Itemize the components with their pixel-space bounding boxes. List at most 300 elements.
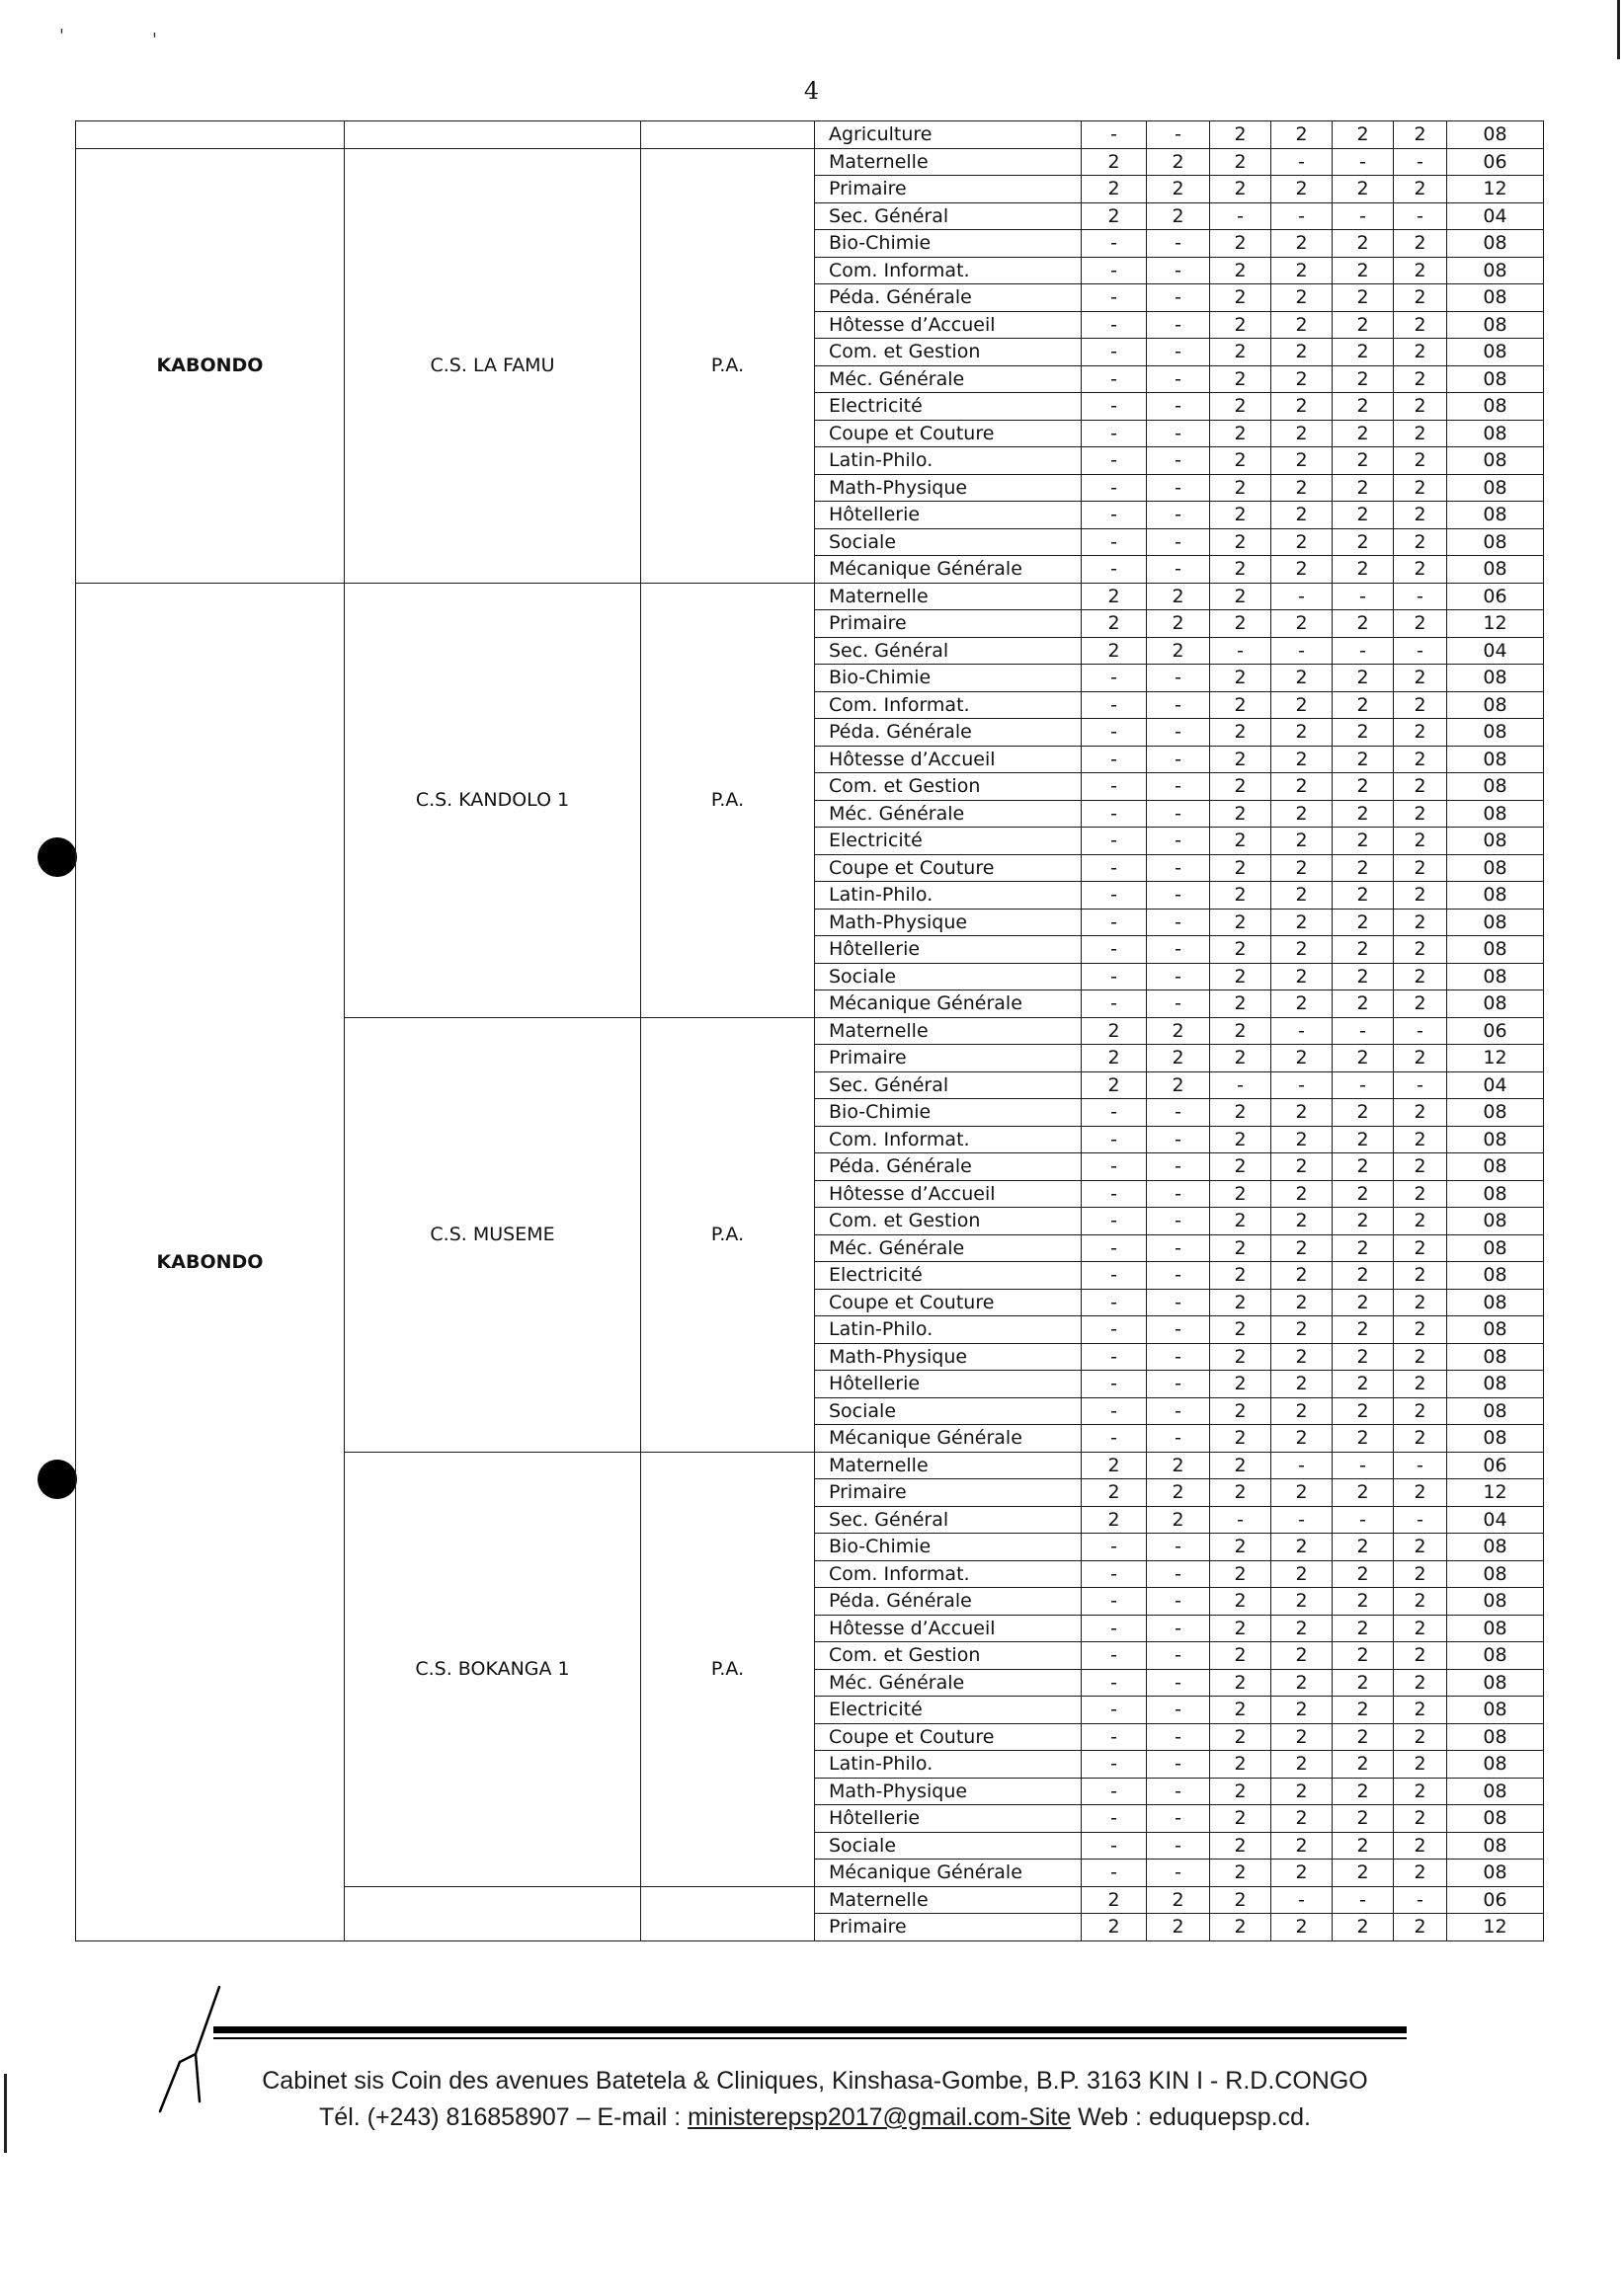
class-count-cell: 2 <box>1210 257 1271 284</box>
class-count-cell: 2 <box>1394 502 1447 529</box>
class-count-cell: 2 <box>1394 854 1447 882</box>
class-count-cell: 2 <box>1271 420 1333 447</box>
option-name: Hôtesse d’Accueil <box>815 1180 1082 1208</box>
class-count-cell: 2 <box>1147 583 1210 610</box>
class-count-cell: - <box>1333 637 1394 665</box>
class-count-cell: - <box>1082 502 1147 529</box>
total-cell: 08 <box>1447 1534 1544 1561</box>
class-count-cell: 2 <box>1271 176 1333 203</box>
class-count-cell: - <box>1147 1832 1210 1860</box>
total-cell: 08 <box>1447 1425 1544 1453</box>
option-name: Latin-Philo. <box>815 1751 1082 1779</box>
class-count-cell: - <box>1394 1506 1447 1534</box>
class-count-cell: 2 <box>1147 202 1210 230</box>
class-count-cell: 2 <box>1271 1479 1333 1507</box>
class-count-cell: - <box>1333 1452 1394 1479</box>
class-count-cell: - <box>1082 828 1147 855</box>
class-count-cell: - <box>1082 230 1147 258</box>
total-cell: 04 <box>1447 637 1544 665</box>
class-count-cell: 2 <box>1333 963 1394 990</box>
class-count-cell: 2 <box>1271 284 1333 312</box>
class-count-cell: - <box>1082 1642 1147 1670</box>
class-count-cell: 2 <box>1333 1832 1394 1860</box>
class-count-cell: 2 <box>1271 854 1333 882</box>
class-count-cell: 2 <box>1271 1262 1333 1290</box>
class-count-cell: - <box>1082 1180 1147 1208</box>
class-count-cell: - <box>1271 202 1333 230</box>
option-name: Com. et Gestion <box>815 1208 1082 1235</box>
class-count-cell: - <box>1082 420 1147 447</box>
class-count-cell: 2 <box>1333 990 1394 1018</box>
class-count-cell: 2 <box>1394 746 1447 773</box>
class-count-cell: - <box>1082 447 1147 475</box>
class-count-cell: 2 <box>1394 1723 1447 1751</box>
class-count-cell: - <box>1147 284 1210 312</box>
class-count-cell: 2 <box>1333 1153 1394 1181</box>
class-count-cell: 2 <box>1210 1099 1271 1127</box>
option-name: Sec. Général <box>815 1506 1082 1534</box>
option-name: Bio-Chimie <box>815 230 1082 258</box>
option-name: Latin-Philo. <box>815 1316 1082 1344</box>
class-count-cell: - <box>1394 1071 1447 1099</box>
class-count-cell: - <box>1271 583 1333 610</box>
total-cell: 08 <box>1447 1751 1544 1779</box>
class-count-cell: - <box>1271 148 1333 176</box>
class-count-cell: 2 <box>1394 1669 1447 1697</box>
class-count-cell: 2 <box>1333 1778 1394 1805</box>
class-count-cell: 2 <box>1394 230 1447 258</box>
option-name: Com. et Gestion <box>815 1642 1082 1670</box>
total-cell: 08 <box>1447 393 1544 421</box>
option-name: Primaire <box>815 1914 1082 1941</box>
class-count-cell: 2 <box>1333 746 1394 773</box>
total-cell: 08 <box>1447 990 1544 1018</box>
class-count-cell: 2 <box>1333 1099 1394 1127</box>
class-count-cell: 2 <box>1271 1099 1333 1127</box>
option-name: Mécanique Générale <box>815 1425 1082 1453</box>
class-count-cell: 2 <box>1271 610 1333 638</box>
class-count-cell: 2 <box>1210 773 1271 801</box>
class-count-cell: - <box>1147 1425 1210 1453</box>
class-count-cell: - <box>1147 1126 1210 1153</box>
class-count-cell: 2 <box>1333 420 1394 447</box>
option-name: Bio-Chimie <box>815 665 1082 692</box>
class-count-cell: - <box>1082 909 1147 936</box>
class-count-cell: 2 <box>1082 1017 1147 1045</box>
class-count-cell: 2 <box>1333 1723 1394 1751</box>
class-count-cell: 2 <box>1333 447 1394 475</box>
class-count-cell: 2 <box>1210 963 1271 990</box>
class-count-cell: - <box>1147 420 1210 447</box>
class-count-cell: 2 <box>1333 1425 1394 1453</box>
class-count-cell: - <box>1147 257 1210 284</box>
class-count-cell: 2 <box>1271 528 1333 556</box>
class-count-cell: 2 <box>1210 447 1271 475</box>
total-cell: 08 <box>1447 1588 1544 1616</box>
class-count-cell: 2 <box>1210 311 1271 339</box>
class-count-cell: - <box>1082 882 1147 910</box>
class-count-cell: - <box>1082 773 1147 801</box>
class-count-cell: 2 <box>1333 230 1394 258</box>
class-count-cell: - <box>1147 963 1210 990</box>
class-count-cell: 2 <box>1210 1723 1271 1751</box>
class-count-cell: 2 <box>1210 420 1271 447</box>
total-cell: 08 <box>1447 365 1544 393</box>
class-count-cell: - <box>1147 665 1210 692</box>
class-count-cell: 2 <box>1333 936 1394 964</box>
class-count-cell: - <box>1147 1588 1210 1616</box>
class-count-cell: 2 <box>1271 990 1333 1018</box>
total-cell: 08 <box>1447 1099 1544 1127</box>
class-count-cell: - <box>1147 719 1210 747</box>
total-cell: 12 <box>1447 1914 1544 1941</box>
class-count-cell: - <box>1147 121 1210 149</box>
class-count-cell: 2 <box>1210 474 1271 502</box>
class-count-cell: 2 <box>1394 257 1447 284</box>
class-count-cell: 2 <box>1210 746 1271 773</box>
option-name: Sociale <box>815 528 1082 556</box>
class-count-cell: - <box>1082 311 1147 339</box>
school-name: C.S. BOKANGA 1 <box>345 1452 641 1886</box>
footer-website: Web : eduquepsp.cd. <box>1071 2103 1311 2131</box>
class-count-cell: 2 <box>1394 393 1447 421</box>
total-cell: 08 <box>1447 311 1544 339</box>
staffing-table <box>75 120 1544 1941</box>
class-count-cell: - <box>1082 1099 1147 1127</box>
class-count-cell: 2 <box>1271 691 1333 719</box>
option-name: Sociale <box>815 1397 1082 1425</box>
option-row <box>76 583 1544 610</box>
class-count-cell: 2 <box>1271 1234 1333 1262</box>
class-count-cell: 2 <box>1147 1506 1210 1534</box>
class-count-cell: 2 <box>1210 121 1271 149</box>
class-count-cell: 2 <box>1147 1914 1210 1941</box>
class-count-cell: 2 <box>1271 1126 1333 1153</box>
class-count-cell: 2 <box>1271 1180 1333 1208</box>
class-count-cell: 2 <box>1394 610 1447 638</box>
class-count-cell: - <box>1147 1180 1210 1208</box>
class-count-cell: 2 <box>1210 1642 1271 1670</box>
total-cell: 08 <box>1447 1371 1544 1398</box>
class-count-cell: 2 <box>1333 1289 1394 1316</box>
class-count-cell: 2 <box>1394 1697 1447 1724</box>
class-count-cell: - <box>1147 1099 1210 1127</box>
class-count-cell: 2 <box>1394 1371 1447 1398</box>
total-cell: 08 <box>1447 1126 1544 1153</box>
class-count-cell: 2 <box>1394 1832 1447 1860</box>
option-name: Electricité <box>815 828 1082 855</box>
class-count-cell: - <box>1082 1289 1147 1316</box>
total-cell: 08 <box>1447 1397 1544 1425</box>
class-count-cell: 2 <box>1210 365 1271 393</box>
option-name: Mécanique Générale <box>815 556 1082 584</box>
total-cell: 12 <box>1447 176 1544 203</box>
school-name: C.S. LA FAMU <box>345 148 641 583</box>
class-count-cell: 2 <box>1271 447 1333 475</box>
class-count-cell: - <box>1082 1669 1147 1697</box>
class-count-cell: - <box>1333 1017 1394 1045</box>
class-count-cell: - <box>1147 1615 1210 1642</box>
option-name: Electricité <box>815 1697 1082 1724</box>
class-count-cell: 2 <box>1333 1208 1394 1235</box>
option-name: Primaire <box>815 1045 1082 1072</box>
class-count-cell: 2 <box>1082 1452 1147 1479</box>
class-count-cell: 2 <box>1333 1669 1394 1697</box>
total-cell: 08 <box>1447 1778 1544 1805</box>
class-count-cell: - <box>1147 1289 1210 1316</box>
class-count-cell: 2 <box>1271 1778 1333 1805</box>
option-name: Electricité <box>815 1262 1082 1290</box>
class-count-cell: 2 <box>1271 719 1333 747</box>
option-name: Math-Physique <box>815 474 1082 502</box>
class-count-cell: 2 <box>1394 1045 1447 1072</box>
class-count-cell: - <box>1147 1316 1210 1344</box>
class-count-cell: 2 <box>1082 1071 1147 1099</box>
option-name: Sec. Général <box>815 1071 1082 1099</box>
class-count-cell: 2 <box>1271 909 1333 936</box>
class-count-cell: - <box>1147 1534 1210 1561</box>
class-count-cell: 2 <box>1271 257 1333 284</box>
class-count-cell: 2 <box>1271 1289 1333 1316</box>
footer-phone: Tél. (+243) 816858907 – E-mail : <box>319 2103 689 2131</box>
class-count-cell: 2 <box>1210 502 1271 529</box>
class-count-cell: - <box>1082 284 1147 312</box>
school-name: C.S. KANDOLO 1 <box>345 583 641 1017</box>
class-count-cell: - <box>1147 746 1210 773</box>
class-count-cell: - <box>1147 1234 1210 1262</box>
class-count-cell: 2 <box>1271 502 1333 529</box>
class-count-cell: 2 <box>1271 1723 1333 1751</box>
class-count-cell: 2 <box>1271 1371 1333 1398</box>
class-count-cell: 2 <box>1333 1560 1394 1588</box>
option-name: Péda. Générale <box>815 284 1082 312</box>
option-name: Méc. Générale <box>815 365 1082 393</box>
class-count-cell: 2 <box>1394 528 1447 556</box>
section-name: KABONDO <box>76 583 345 1940</box>
class-count-cell: - <box>1082 691 1147 719</box>
class-count-cell: - <box>1147 854 1210 882</box>
school-regime: P.A. <box>641 1452 815 1886</box>
option-name: Coupe et Couture <box>815 420 1082 447</box>
class-count-cell: - <box>1147 447 1210 475</box>
footer-address: Cabinet sis Coin des avenues Batetela & Cliniques, Kinshasa-Gombe, B.P. 3163 KIN I - R.D.CONGO <box>262 2067 1368 2095</box>
class-count-cell: - <box>1082 854 1147 882</box>
class-count-cell: - <box>1333 148 1394 176</box>
class-count-cell: 2 <box>1210 882 1271 910</box>
class-count-cell: 2 <box>1333 1805 1394 1833</box>
class-count-cell: - <box>1082 719 1147 747</box>
total-cell: 08 <box>1447 502 1544 529</box>
section-cell-empty <box>76 121 345 149</box>
class-count-cell: 2 <box>1210 691 1271 719</box>
option-name: Com. Informat. <box>815 1560 1082 1588</box>
class-count-cell: 2 <box>1082 637 1147 665</box>
class-count-cell: - <box>1082 121 1147 149</box>
class-count-cell: - <box>1147 828 1210 855</box>
class-count-cell: 2 <box>1082 1914 1147 1941</box>
class-count-cell: - <box>1147 909 1210 936</box>
class-count-cell: 2 <box>1394 665 1447 692</box>
class-count-cell: 2 <box>1210 1153 1271 1181</box>
total-cell: 06 <box>1447 1017 1544 1045</box>
class-count-cell: - <box>1147 1669 1210 1697</box>
class-count-cell: - <box>1082 1397 1147 1425</box>
class-count-cell: 2 <box>1147 1452 1210 1479</box>
class-count-cell: - <box>1147 1642 1210 1670</box>
class-count-cell: - <box>1147 1397 1210 1425</box>
total-cell: 08 <box>1447 719 1544 747</box>
class-count-cell: 2 <box>1271 746 1333 773</box>
total-cell: 08 <box>1447 854 1544 882</box>
class-count-cell: - <box>1082 393 1147 421</box>
class-count-cell: 2 <box>1394 339 1447 366</box>
class-count-cell: 2 <box>1210 230 1271 258</box>
option-name: Primaire <box>815 1479 1082 1507</box>
total-cell: 08 <box>1447 230 1544 258</box>
class-count-cell: - <box>1082 1778 1147 1805</box>
option-name: Hôtellerie <box>815 1805 1082 1833</box>
class-count-cell: 2 <box>1394 963 1447 990</box>
class-count-cell: - <box>1147 311 1210 339</box>
class-count-cell: 2 <box>1271 1669 1333 1697</box>
option-name: Hôtesse d’Accueil <box>815 1615 1082 1642</box>
class-count-cell: - <box>1147 936 1210 964</box>
total-cell: 08 <box>1447 1560 1544 1588</box>
class-count-cell: 2 <box>1210 583 1271 610</box>
class-count-cell: - <box>1082 1697 1147 1724</box>
class-count-cell: - <box>1147 691 1210 719</box>
school-regime <box>641 1886 815 1940</box>
class-count-cell: - <box>1147 230 1210 258</box>
option-name: Coupe et Couture <box>815 1723 1082 1751</box>
class-count-cell: - <box>1147 1805 1210 1833</box>
class-count-cell: 2 <box>1210 1534 1271 1561</box>
class-count-cell: 2 <box>1210 556 1271 584</box>
class-count-cell: 2 <box>1394 1914 1447 1941</box>
class-count-cell: 2 <box>1333 121 1394 149</box>
class-count-cell: 2 <box>1210 1860 1271 1887</box>
class-count-cell: - <box>1333 1506 1394 1534</box>
option-name: Latin-Philo. <box>815 447 1082 475</box>
class-count-cell: 2 <box>1394 1316 1447 1344</box>
class-count-cell: 2 <box>1271 1397 1333 1425</box>
class-count-cell: 2 <box>1394 311 1447 339</box>
class-count-cell: 2 <box>1271 1697 1333 1724</box>
total-cell: 08 <box>1447 1316 1544 1344</box>
class-count-cell: 2 <box>1210 1886 1271 1914</box>
class-count-cell: - <box>1082 474 1147 502</box>
total-cell: 08 <box>1447 1642 1544 1670</box>
option-name: Sec. Général <box>815 637 1082 665</box>
total-cell: 08 <box>1447 828 1544 855</box>
option-name: Primaire <box>815 610 1082 638</box>
option-name: Com. Informat. <box>815 691 1082 719</box>
class-count-cell: 2 <box>1333 1316 1394 1344</box>
class-count-cell: 2 <box>1147 148 1210 176</box>
class-count-cell: - <box>1082 1832 1147 1860</box>
class-count-cell: - <box>1082 1343 1147 1371</box>
class-count-cell: 2 <box>1394 800 1447 828</box>
option-name: Com. Informat. <box>815 1126 1082 1153</box>
class-count-cell: - <box>1147 1371 1210 1398</box>
class-count-cell: - <box>1082 990 1147 1018</box>
option-name: Electricité <box>815 393 1082 421</box>
class-count-cell: - <box>1147 1860 1210 1887</box>
total-cell: 08 <box>1447 963 1544 990</box>
footer-email-link[interactable]: ministerepsp2017@gmail.com-Site <box>688 2103 1072 2131</box>
class-count-cell: 2 <box>1394 1262 1447 1290</box>
class-count-cell: - <box>1271 1071 1333 1099</box>
class-count-cell: 2 <box>1147 1017 1210 1045</box>
class-count-cell: 2 <box>1210 1397 1271 1425</box>
scan-mark-1: ' <box>59 26 64 46</box>
class-count-cell: 2 <box>1210 854 1271 882</box>
class-count-cell: 2 <box>1394 828 1447 855</box>
class-count-cell: 2 <box>1333 691 1394 719</box>
footer-rule-thin <box>213 2037 1407 2039</box>
class-count-cell: 2 <box>1333 1642 1394 1670</box>
school-name: C.S. MUSEME <box>345 1017 641 1452</box>
class-count-cell: - <box>1147 990 1210 1018</box>
class-count-cell: 2 <box>1333 528 1394 556</box>
total-cell: 08 <box>1447 1234 1544 1262</box>
class-count-cell: - <box>1147 556 1210 584</box>
class-count-cell: 2 <box>1394 909 1447 936</box>
class-count-cell: 2 <box>1394 1234 1447 1262</box>
option-name: Mécanique Générale <box>815 1860 1082 1887</box>
class-count-cell: - <box>1271 637 1333 665</box>
class-count-cell: 2 <box>1271 121 1333 149</box>
class-count-cell: 2 <box>1394 1180 1447 1208</box>
option-name: Bio-Chimie <box>815 1099 1082 1127</box>
total-cell: 12 <box>1447 1479 1544 1507</box>
class-count-cell: 2 <box>1210 148 1271 176</box>
class-count-cell: - <box>1147 800 1210 828</box>
class-count-cell: 2 <box>1147 1479 1210 1507</box>
class-count-cell: - <box>1271 1452 1333 1479</box>
total-cell: 08 <box>1447 528 1544 556</box>
class-count-cell: 2 <box>1394 1289 1447 1316</box>
class-count-cell: 2 <box>1271 230 1333 258</box>
total-cell: 08 <box>1447 909 1544 936</box>
class-count-cell: 2 <box>1210 610 1271 638</box>
class-count-cell: 2 <box>1394 1805 1447 1833</box>
class-count-cell: 2 <box>1082 202 1147 230</box>
class-count-cell: 2 <box>1210 1805 1271 1833</box>
class-count-cell: 2 <box>1333 828 1394 855</box>
class-count-cell: 2 <box>1271 963 1333 990</box>
class-count-cell: 2 <box>1333 909 1394 936</box>
class-count-cell: 2 <box>1333 610 1394 638</box>
class-count-cell: 2 <box>1394 1479 1447 1507</box>
class-count-cell: 2 <box>1210 339 1271 366</box>
option-name: Méc. Générale <box>815 1234 1082 1262</box>
total-cell: 08 <box>1447 1262 1544 1290</box>
class-count-cell: 2 <box>1271 800 1333 828</box>
option-name: Hôtellerie <box>815 936 1082 964</box>
section-name: KABONDO <box>76 148 345 583</box>
class-count-cell: 2 <box>1210 1560 1271 1588</box>
class-count-cell: 2 <box>1271 1560 1333 1588</box>
class-count-cell: - <box>1147 1262 1210 1290</box>
class-count-cell: 2 <box>1210 1697 1271 1724</box>
class-count-cell: 2 <box>1210 936 1271 964</box>
class-count-cell: 2 <box>1394 719 1447 747</box>
total-cell: 12 <box>1447 1045 1544 1072</box>
class-count-cell: - <box>1082 1751 1147 1779</box>
class-count-cell: - <box>1082 257 1147 284</box>
class-count-cell: 2 <box>1210 528 1271 556</box>
